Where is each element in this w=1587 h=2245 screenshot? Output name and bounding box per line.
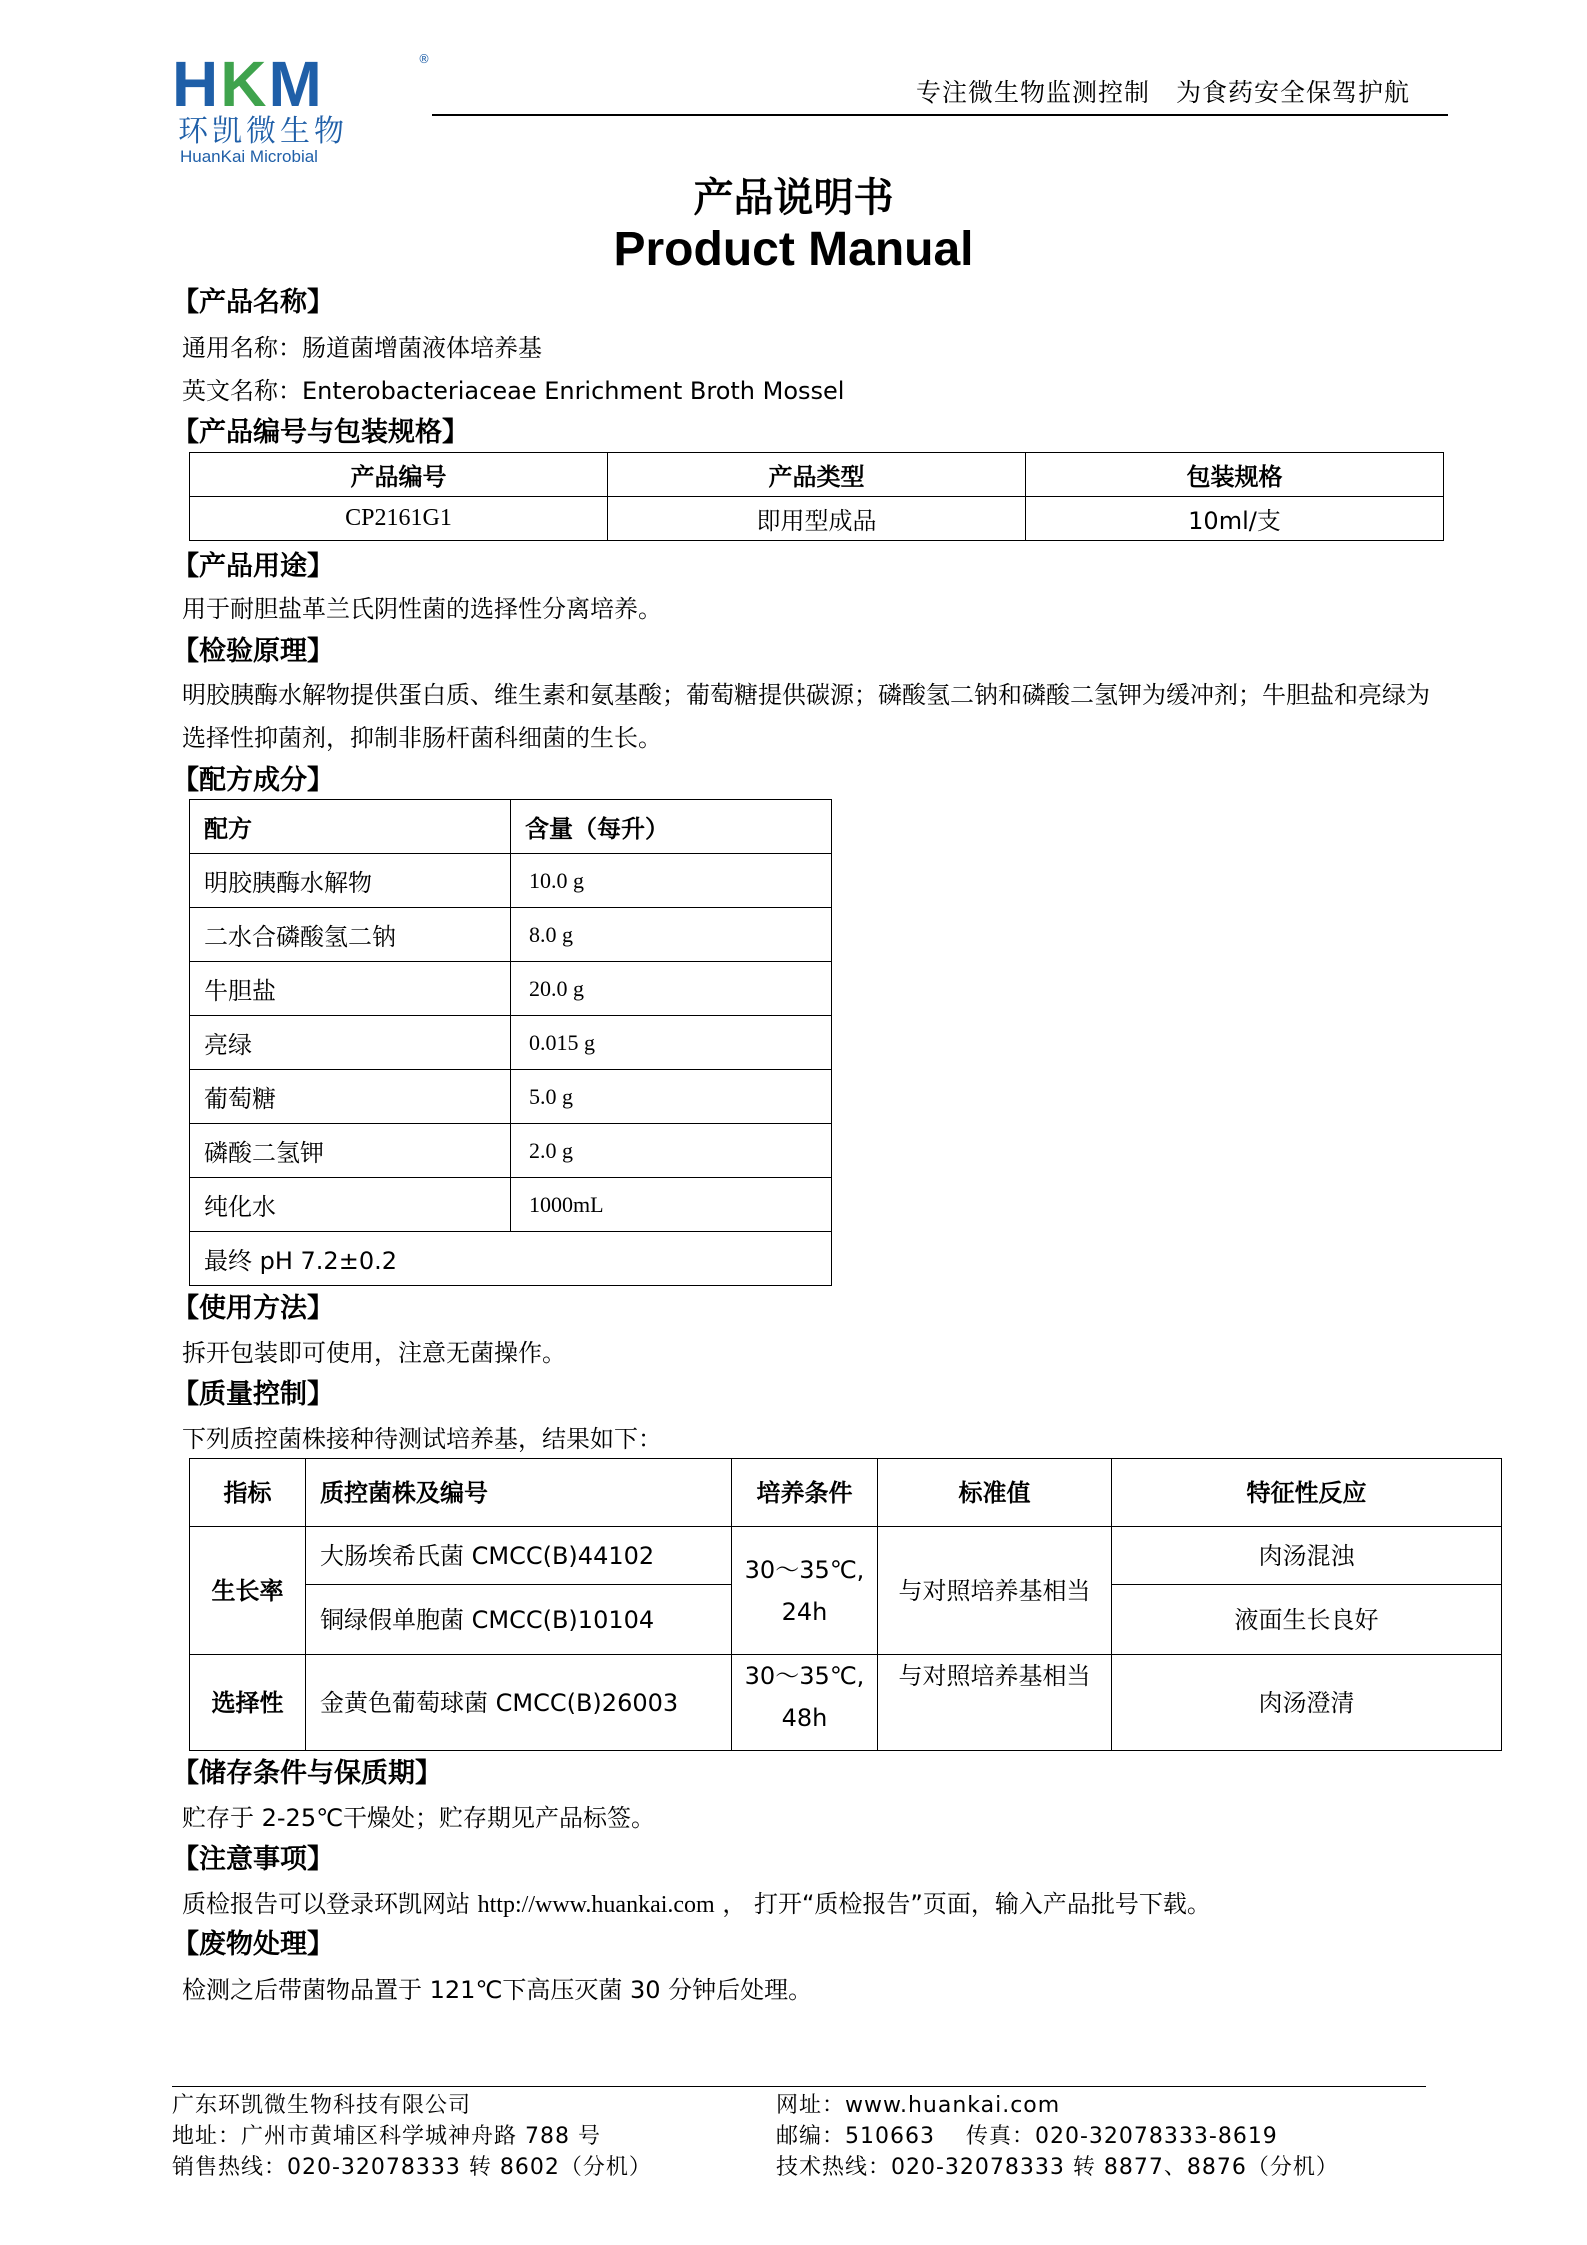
footer-sales-hotline: 销售热线：020-32078333 转 8602（分机） bbox=[172, 2155, 652, 2180]
ingredient: 纯化水 bbox=[190, 1178, 511, 1232]
section-heading-packaging: 【产品编号与包装规格】 bbox=[172, 417, 469, 448]
footer-divider bbox=[172, 2086, 1426, 2087]
header-cell: 标准值 bbox=[878, 1459, 1112, 1527]
footer-left bbox=[172, 2090, 652, 2183]
product-code: CP2161G1 bbox=[190, 497, 608, 541]
table-header-row bbox=[190, 1459, 1502, 1527]
usage-text: 拆开包装即可使用，注意无菌操作。 bbox=[182, 1339, 566, 1367]
table-header-row bbox=[190, 800, 832, 854]
footer-website[interactable]: 网址：www.huankai.com bbox=[776, 2093, 1061, 2118]
document-title-cn: 产品说明书 bbox=[693, 175, 894, 221]
standard-value: 与对照培养基相当 bbox=[878, 1527, 1112, 1655]
footer-address: 地址：广州市黄埔区科学城神舟路 788 号 bbox=[172, 2124, 601, 2149]
amount: 10.0 g bbox=[511, 854, 832, 908]
table-row bbox=[190, 1016, 832, 1070]
qc-intro: 下列质控菌株接种待测试培养基，结果如下： bbox=[182, 1425, 662, 1453]
product-type: 即用型成品 bbox=[608, 497, 1026, 541]
header-cell: 指标 bbox=[190, 1459, 306, 1527]
table-row bbox=[190, 497, 1444, 541]
header-cell: 含量（每升） bbox=[511, 800, 832, 854]
header-slogan: 专注微生物监测控制 为食药安全保驾护航 bbox=[915, 78, 1410, 107]
generic-name: 通用名称：肠道菌增菌液体培养基 bbox=[182, 334, 542, 362]
condition-temperature: 30～35℃, bbox=[744, 1662, 865, 1690]
storage-text: 贮存于 2-25℃干燥处；贮存期见产品标签。 bbox=[182, 1804, 656, 1832]
header-cell: 特征性反应 bbox=[1112, 1459, 1502, 1527]
table-row bbox=[190, 1070, 832, 1124]
ingredient: 明胶胰酶水解物 bbox=[190, 854, 511, 908]
strain: 大肠埃希氏菌 CMCC(B)44102 bbox=[306, 1527, 732, 1585]
notes-text-suffix: ， 打开“质检报告”页面，输入产品批号下载。 bbox=[722, 1890, 1211, 1918]
section-heading-formula: 【配方成分】 bbox=[172, 765, 334, 796]
footer-postcode-fax: 邮编：510663 传真：020-32078333-8619 bbox=[776, 2124, 1278, 2149]
table-header-row bbox=[190, 453, 1444, 497]
use-text: 用于耐胆盐革兰氏阴性菌的选择性分离培养。 bbox=[182, 595, 662, 623]
amount: 8.0 g bbox=[511, 908, 832, 962]
culture-condition bbox=[732, 1655, 878, 1751]
final-ph: 最终 pH 7.2±0.2 bbox=[190, 1232, 832, 1286]
table-row bbox=[190, 1232, 832, 1286]
condition-temperature: 30～35℃, bbox=[744, 1555, 865, 1584]
indicator-selectivity: 选择性 bbox=[190, 1655, 306, 1751]
table-row bbox=[190, 1124, 832, 1178]
table-row bbox=[190, 1178, 832, 1232]
packaging-table bbox=[189, 452, 1444, 541]
section-heading-disposal: 【废物处理】 bbox=[172, 1929, 334, 1960]
section-heading-principle: 【检验原理】 bbox=[172, 636, 334, 667]
header-divider bbox=[432, 114, 1448, 116]
standard-value: 与对照培养基相当 bbox=[878, 1655, 1112, 1751]
ingredient: 二水合磷酸氢二钠 bbox=[190, 908, 511, 962]
company-logo bbox=[172, 48, 452, 166]
condition-time: 24h bbox=[781, 1597, 828, 1626]
reaction: 肉汤混浊 bbox=[1112, 1527, 1502, 1585]
section-heading-use: 【产品用途】 bbox=[172, 551, 334, 582]
formula-table bbox=[189, 799, 832, 1286]
header-cell: 培养条件 bbox=[732, 1459, 878, 1527]
header-cell: 产品编号 bbox=[190, 453, 608, 497]
notes-text-prefix: 质检报告可以登录环凯网站 bbox=[182, 1890, 470, 1918]
section-heading-product-name: 【产品名称】 bbox=[172, 287, 334, 318]
table-row bbox=[190, 962, 832, 1016]
footer-right bbox=[776, 2090, 1339, 2183]
footer-tech-hotline: 技术热线：020-32078333 转 8877、8876（分机） bbox=[776, 2155, 1339, 2180]
header-cell: 产品类型 bbox=[608, 453, 1026, 497]
table-row bbox=[190, 854, 832, 908]
header-cell: 配方 bbox=[190, 800, 511, 854]
table-row bbox=[190, 1655, 1502, 1751]
section-heading-notes: 【注意事项】 bbox=[172, 1844, 334, 1875]
strain: 金黄色葡萄球菌 CMCC(B)26003 bbox=[306, 1655, 732, 1751]
notes-text bbox=[182, 1889, 1211, 1920]
reaction: 肉汤澄清 bbox=[1112, 1655, 1502, 1751]
amount: 20.0 g bbox=[511, 962, 832, 1016]
logo-english-name: HuanKai Microbial bbox=[180, 147, 318, 166]
package-spec: 10ml/支 bbox=[1026, 497, 1444, 541]
qc-table bbox=[189, 1458, 1502, 1751]
amount: 2.0 g bbox=[511, 1124, 832, 1178]
document-title-en: Product Manual bbox=[613, 223, 974, 276]
ingredient: 牛胆盐 bbox=[190, 962, 511, 1016]
table-row bbox=[190, 908, 832, 962]
table-row bbox=[190, 1527, 1502, 1585]
english-name: 英文名称：Enterobacteriaceae Enrichment Broth Mossel bbox=[182, 377, 845, 405]
condition-time: 48h bbox=[781, 1704, 828, 1732]
amount: 0.015 g bbox=[511, 1016, 832, 1070]
indicator-growth: 生长率 bbox=[190, 1527, 306, 1655]
amount: 1000mL bbox=[511, 1178, 832, 1232]
disposal-text: 检测之后带菌物品置于 121℃下高压灭菌 30 分钟后处理。 bbox=[182, 1976, 813, 2004]
header-cell: 包装规格 bbox=[1026, 453, 1444, 497]
logo-mark: HKM bbox=[172, 48, 324, 120]
logo-chinese-name: 环凯微生物 bbox=[178, 114, 348, 149]
ingredient: 磷酸二氢钾 bbox=[190, 1124, 511, 1178]
culture-condition bbox=[732, 1527, 878, 1655]
strain: 铜绿假单胞菌 CMCC(B)10104 bbox=[306, 1585, 732, 1655]
section-heading-qc: 【质量控制】 bbox=[172, 1379, 334, 1410]
reaction: 液面生长良好 bbox=[1112, 1585, 1502, 1655]
amount: 5.0 g bbox=[511, 1070, 832, 1124]
ingredient: 亮绿 bbox=[190, 1016, 511, 1070]
logo-registered-mark: ® bbox=[418, 52, 430, 66]
principle-text: 明胶胰酶水解物提供蛋白质、维生素和氨基酸；葡萄糖提供碳源；磷酸氢二钠和磷酸二氢钾为缓冲剂；牛胆盐和亮绿为选择性抑菌剂，抑制非肠杆菌科细菌的生长。 bbox=[182, 681, 1430, 752]
section-heading-usage: 【使用方法】 bbox=[172, 1293, 334, 1324]
header-cell: 质控菌株及编号 bbox=[306, 1459, 732, 1527]
ingredient: 葡萄糖 bbox=[190, 1070, 511, 1124]
section-heading-storage: 【储存条件与保质期】 bbox=[172, 1758, 442, 1789]
website-link[interactable]: http://www.huankai.com bbox=[477, 1892, 715, 1918]
footer-company: 广东环凯微生物科技有限公司 bbox=[172, 2093, 472, 2118]
